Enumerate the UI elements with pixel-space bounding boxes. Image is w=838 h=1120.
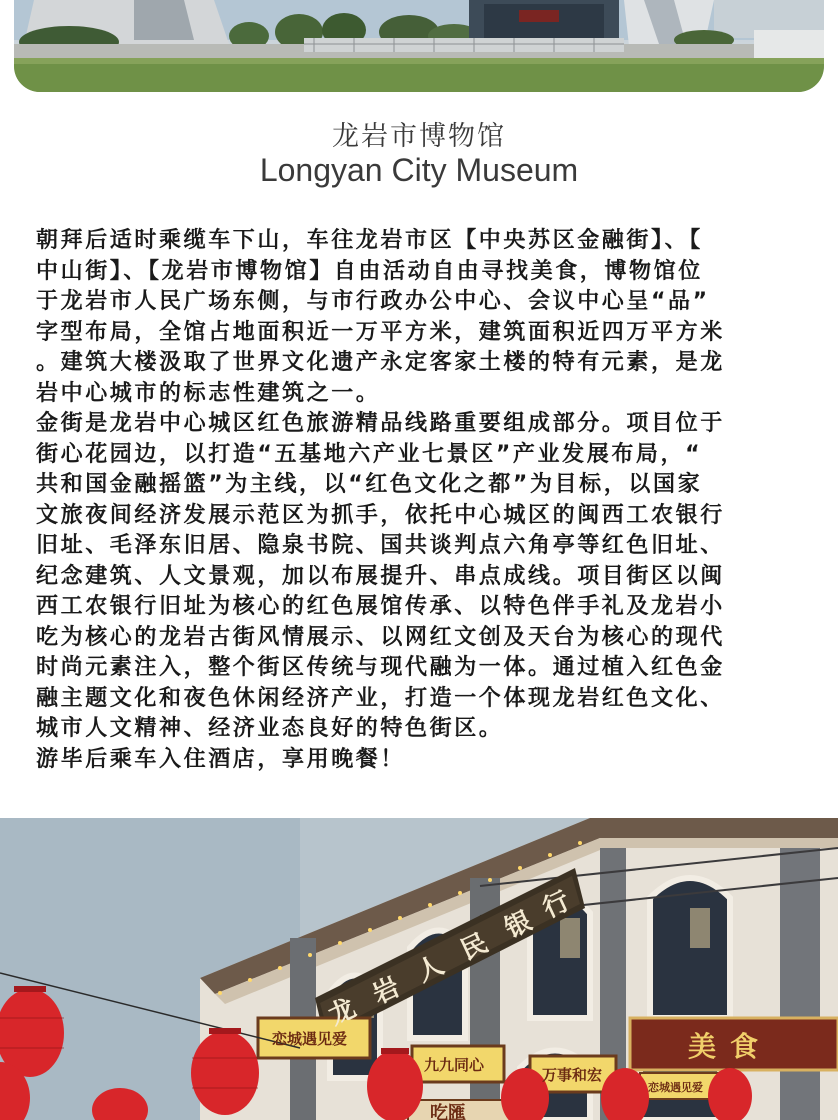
text-line: 纪念建筑、人文景观，加以布展提升、串点成线。项目街区以闽: [36, 563, 725, 589]
bank-sign-char: 龙: [324, 993, 361, 1032]
text-line: 吃为核心的龙岩古街风情展示、以网红文创及天台为核心的现代: [36, 624, 725, 650]
text-line: 融主题文化和夜色休闲经济产业，打造一个体现龙岩红色文化、: [36, 685, 725, 711]
bank-sign-char: 行: [538, 886, 575, 925]
bank-sign-char: 人: [412, 950, 449, 989]
text-line: 时尚元素注入，整个街区传统与现代融为一体。通过植入红色金: [36, 655, 725, 680]
museum-caption-english: Longyan City Museum: [259, 152, 579, 188]
bank-sign-char: 民: [456, 928, 493, 967]
itinerary-text: [36, 226, 806, 775]
bank-sign-char: 岩: [368, 972, 405, 1011]
text-line: 文旅夜间经济发展示范区为抓手，依托中心城区的闽西工农银行: [36, 502, 725, 528]
text-line: 游毕后乘车入住酒店，享用晚餐！: [36, 746, 406, 772]
text-line: 岩中心城市的标志性建筑之一。: [36, 380, 381, 406]
love-sign: 恋城遇见爱: [272, 1030, 348, 1048]
text-line: 于龙岩市人民广场东侧，与市行政办公中心、会议中心呈“品”: [36, 289, 710, 314]
bank-sign-char: 银: [500, 906, 537, 945]
text-line: 城市人文精神、经济业态良好的特色街区。: [36, 716, 504, 741]
text-line: 中山街】、【龙岩市博物馆】自由活动自由寻找美食，博物馆位: [36, 258, 703, 284]
museum-caption-chinese: 龙岩市博物馆: [332, 121, 506, 152]
small-sign: 恋城遇见爱: [648, 1081, 703, 1094]
wanshi-sign: 万事和宏: [542, 1066, 603, 1084]
text-line: 西工农银行旧址为核心的红色展馆传承、以特色伴手礼及龙岩小: [36, 594, 725, 619]
text-line: 共和国金融摇篮”为主线，以“红色文化之都”为目标，以国家: [36, 472, 703, 497]
street-photo: [0, 818, 838, 1120]
food-sign: 美食: [688, 1030, 773, 1063]
text-line: 金街是龙岩中心城区红色旅游精品线路重要组成部分。项目位于: [36, 411, 725, 436]
museum-photo: [14, 0, 824, 92]
text-line: 字型布局，全馆占地面积近一万平方米，建筑面积近四万平方米: [36, 319, 725, 345]
text-line: 旧址、毛泽东旧居、隐泉书院、国共谈判点六角亭等红色旧址、: [36, 533, 725, 558]
text-line: 街心花园边，以打造“五基地六产业七景区”产业发展布局，“: [36, 441, 703, 467]
text-line: 朝拜后适时乘缆车下山，车往龙岩市区【中央苏区金融街】、【: [36, 228, 703, 253]
jiujiu-sign: 九九同心: [424, 1056, 485, 1074]
lower-sign: 吃匯: [430, 1103, 466, 1120]
text-line: 。建筑大楼汲取了世界文化遗产永定客家土楼的特有元素，是龙: [36, 350, 725, 375]
